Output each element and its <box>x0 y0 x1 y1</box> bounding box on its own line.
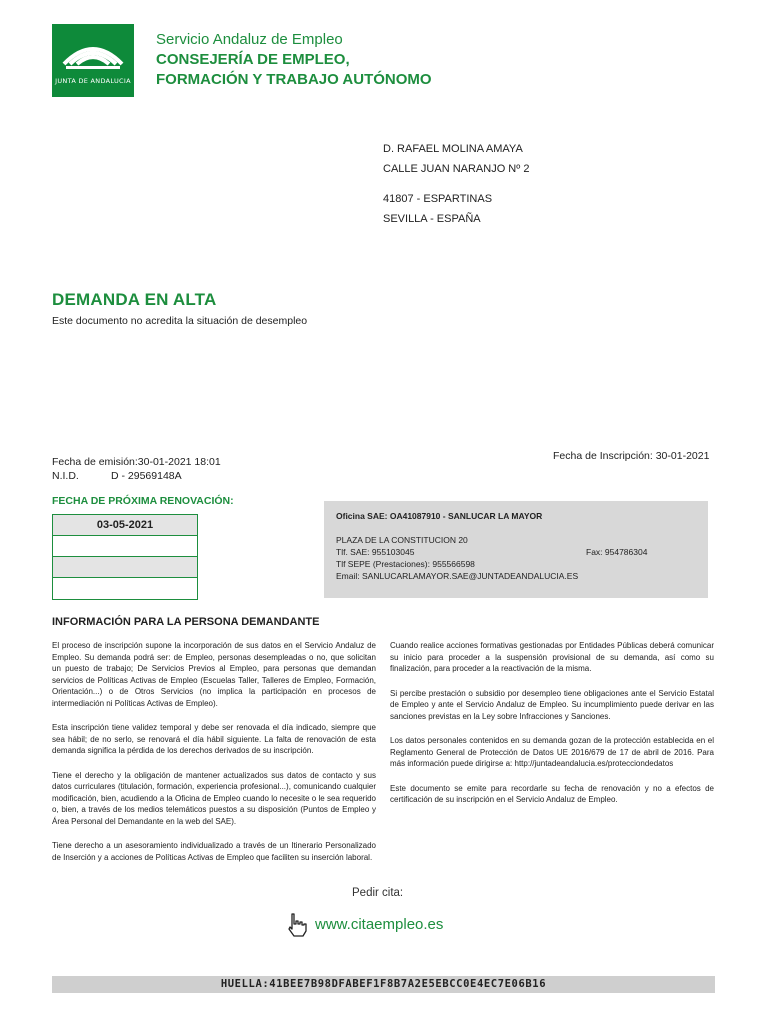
office-fax: Fax: 954786304 <box>586 547 648 557</box>
renovacion-row <box>53 536 197 557</box>
info-paragraph: Tiene el derecho y la obligación de mantener actualizados sus datos de contacto y sus datos curriculares (titulación, formación, experiencia profesional...), comunicando cualquier modificación, bien, acudiendo a la Oficina de Empleo cuando lo necesite o le sea requerido o, bien, a través de los medios telemáticos puestos a su disposición (Puntos de Empleo y Área Personal del Demandante en la web del SAE). <box>52 770 376 826</box>
office-name: Oficina SAE: OA41087910 - SANLUCAR LA MAYOR <box>336 511 543 521</box>
org-name: Servicio Andaluz de Empleo <box>156 31 343 48</box>
fecha-inscripcion: Fecha de Inscripción: 30-01-2021 <box>553 450 710 462</box>
office-address: PLAZA DE LA CONSTITUCION 20 <box>336 535 468 545</box>
renovacion-row <box>53 557 197 578</box>
recipient-street: CALLE JUAN NARANJO Nº 2 <box>383 163 530 175</box>
info-paragraph: Esta inscripción tiene validez temporal y debe ser renovada el día indicado, siempre que sea hábil; de no serlo, se renovará el día hábil siguiente. La falta de renovación de esta demanda significa la pérdida de los derechos derivados de su inscripción. <box>52 723 376 755</box>
office-email: Email: SANLUCARLAMAYOR.SAE@JUNTADEANDALUCIA.ES <box>336 571 579 581</box>
recipient-name: D. RAFAEL MOLINA AMAYA <box>383 143 523 155</box>
huella-fingerprint: HUELLA:41BEE7B98DFABEF1F8B7A2E5EBCC0E4EC7E06B16 <box>52 976 715 993</box>
info-left-column <box>52 640 376 876</box>
pointing-hand-icon <box>285 912 309 943</box>
recipient-postal: 41807 - ESPARTINAS <box>383 193 493 205</box>
info-paragraph: Tiene derecho a un asesoramiento individualizado a través de un Itinerario Personalizado de Inserción y a acciones de Políticas Activas de Empleo que faciliten su inserción laboral. <box>52 841 376 862</box>
office-phone-sepe: Tlf SEPE (Prestaciones): 955566598 <box>336 559 475 569</box>
nid-value: D - 29569148A <box>111 470 182 482</box>
renovacion-table <box>52 514 198 600</box>
info-paragraph: Los datos personales contenidos en su demanda gozan de la protección establecida en el Reglamento General de Protección de Datos UE 2016/679 de 17 de abril de 2016. Para más información puede dirigirse a: http://juntadeandalucia.es/protecciondedatos <box>390 736 714 768</box>
info-title: INFORMACIÓN PARA LA PERSONA DEMANDANTE <box>52 616 320 628</box>
info-paragraph: Cuando realice acciones formativas gestionadas por Entidades Públicas deberá comunicar su inicio para proceder a la suspensión provisional de su demanda, así como su finalización, para proceder a la reactivación de la misma. <box>390 641 714 673</box>
nid-label: N.I.D. <box>52 470 79 482</box>
renovacion-label: FECHA DE PRÓXIMA RENOVACIÓN: <box>52 495 234 507</box>
info-paragraph: Este documento se emite para recordarle su fecha de renovación y no a efectos de certificación de su inscripción en el Servicio Andaluz de Empleo. <box>390 783 714 804</box>
document-title: DEMANDA EN ALTA <box>52 290 217 309</box>
office-info-box <box>324 501 708 598</box>
consejeria-line1: CONSEJERÍA DE EMPLEO, <box>156 51 350 68</box>
logo-caption: JUNTA DE ANDALUCIA <box>55 77 131 85</box>
citaempleo-link[interactable]: www.citaempleo.es <box>315 916 444 933</box>
renovacion-date: 03-05-2021 <box>53 515 197 536</box>
fecha-emision: Fecha de emisión:30-01-2021 18:01 <box>52 456 221 468</box>
info-paragraph: El proceso de inscripción supone la incorporación de sus datos en el Servicio Andaluz de Empleo. Su demanda podrá ser: de Empleo, personas desempleadas o no, que solicitan un puesto de trabajo; De Servicios Previos al Empleo, para personas que demandan servicios de Políticas Activas de Empleo (Escuelas Taller, Talleres de Empleo, Formación, Orientación...) o de Otros Servicios (no implica la participación en procesos de intermediación ni Políticas Activas de Empleo). <box>52 641 376 708</box>
document-subtitle: Este documento no acredita la situación de desempleo <box>52 315 308 327</box>
junta-de-andalucia-logo <box>52 24 134 97</box>
info-right-column <box>390 640 714 819</box>
renovacion-row <box>53 578 197 599</box>
office-phone: Tlf. SAE: 955103045 <box>336 547 415 557</box>
recipient-region: SEVILLA - ESPAÑA <box>383 213 481 225</box>
pedir-cita-label: Pedir cita: <box>352 887 404 899</box>
info-paragraph: Si percibe prestación o subsidio por desempleo tiene obligaciones ante el Servicio Estatal de Empleo y ante el Servicio Andaluz de Empleo. Su incumplimiento puede derivar en las sanciones previstas en la Ley sobre Infracciones y Sanciones. <box>390 688 714 721</box>
consejeria-line2: FORMACIÓN Y TRABAJO AUTÓNOMO <box>156 71 432 88</box>
